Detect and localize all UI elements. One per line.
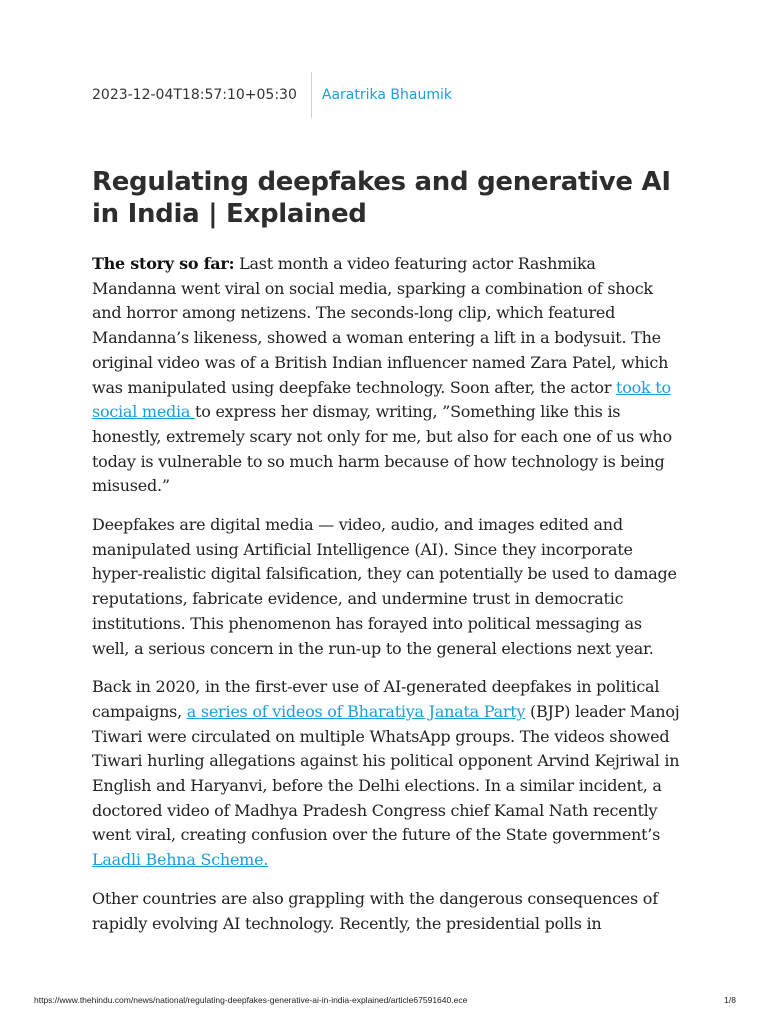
footer-url: https://www.thehindu.com/news/national/regulating-deepfakes-generative-ai-in-india-explained/article67591640.ece xyxy=(34,995,468,1005)
laadli-behna-link[interactable]: Laadli Behna Scheme. xyxy=(92,850,269,870)
paragraph-3-text-a: Back in 2020, in the first-ever use of AI-generated deepfakes in political campaigns, xyxy=(92,677,660,721)
paragraph-1-text-b: to express her dismay, writing, ”Something like this is honestly, extremely scary not only for me, but also for each one of us who today is vulnerable to so much harm because of how technology is being misused.” xyxy=(92,402,672,496)
paragraph-1 xyxy=(92,252,682,499)
article-headline: Regulating deepfakes and generative AI in India | Explained xyxy=(92,167,671,229)
print-footer xyxy=(34,995,736,1005)
story-so-far-label: The story so far: xyxy=(92,254,235,273)
page-number: 1/8 xyxy=(724,995,736,1005)
paragraph-1-text-a: Last month a video featuring actor Rashmika Mandanna went viral on social media, sparking a combination of shock and horror among netizens. The seconds-long clip, which featured Mandanna’s likeness, showed a woman entering a lift in a bodysuit. The original video was of a British Indian influencer named Zara Patel, which was manipulated using deepfake technology. Soon after, the actor xyxy=(92,254,669,397)
paragraph-3-text-b: (BJP) leader Manoj Tiwari were circulated on multiple WhatsApp groups. The videos showed Tiwari hurling allegations against his political opponent Arvind Kejriwal in English and Haryanvi, before the Delhi elections. In a similar incident, a doctored video of Madhya Pradesh Congress chief Kamal Nath recently went viral, creating confusion over the future of the State government’s xyxy=(92,701,680,845)
paragraph-2: Deepfakes are digital media — video, audio, and images edited and manipulated using Artificial Intelligence (AI). Since they incorporate hyper-realistic digital falsification, they can potentially be used to damage reputations, fabricate evidence, and undermine trust in democratic institutions. This phenomenon has forayed into political messaging as well, a serious concern in the run-up to the general elections next year. xyxy=(92,515,677,658)
social-media-link[interactable]: took to social media xyxy=(92,377,671,422)
paragraph-4: Other countries are also grappling with the dangerous consequences of rapidly evolving AI technology. Recently, the presidential polls in xyxy=(92,888,658,933)
article-body xyxy=(92,252,682,950)
article-meta xyxy=(92,74,452,116)
publish-date: 2023-12-04T18:57:10+05:30 xyxy=(92,87,297,103)
bjp-videos-link[interactable]: a series of videos of Bharatiya Janata Party xyxy=(186,701,526,721)
author-link[interactable]: Aaratrika Bhaumik xyxy=(321,87,452,103)
paragraph-3 xyxy=(92,675,682,873)
